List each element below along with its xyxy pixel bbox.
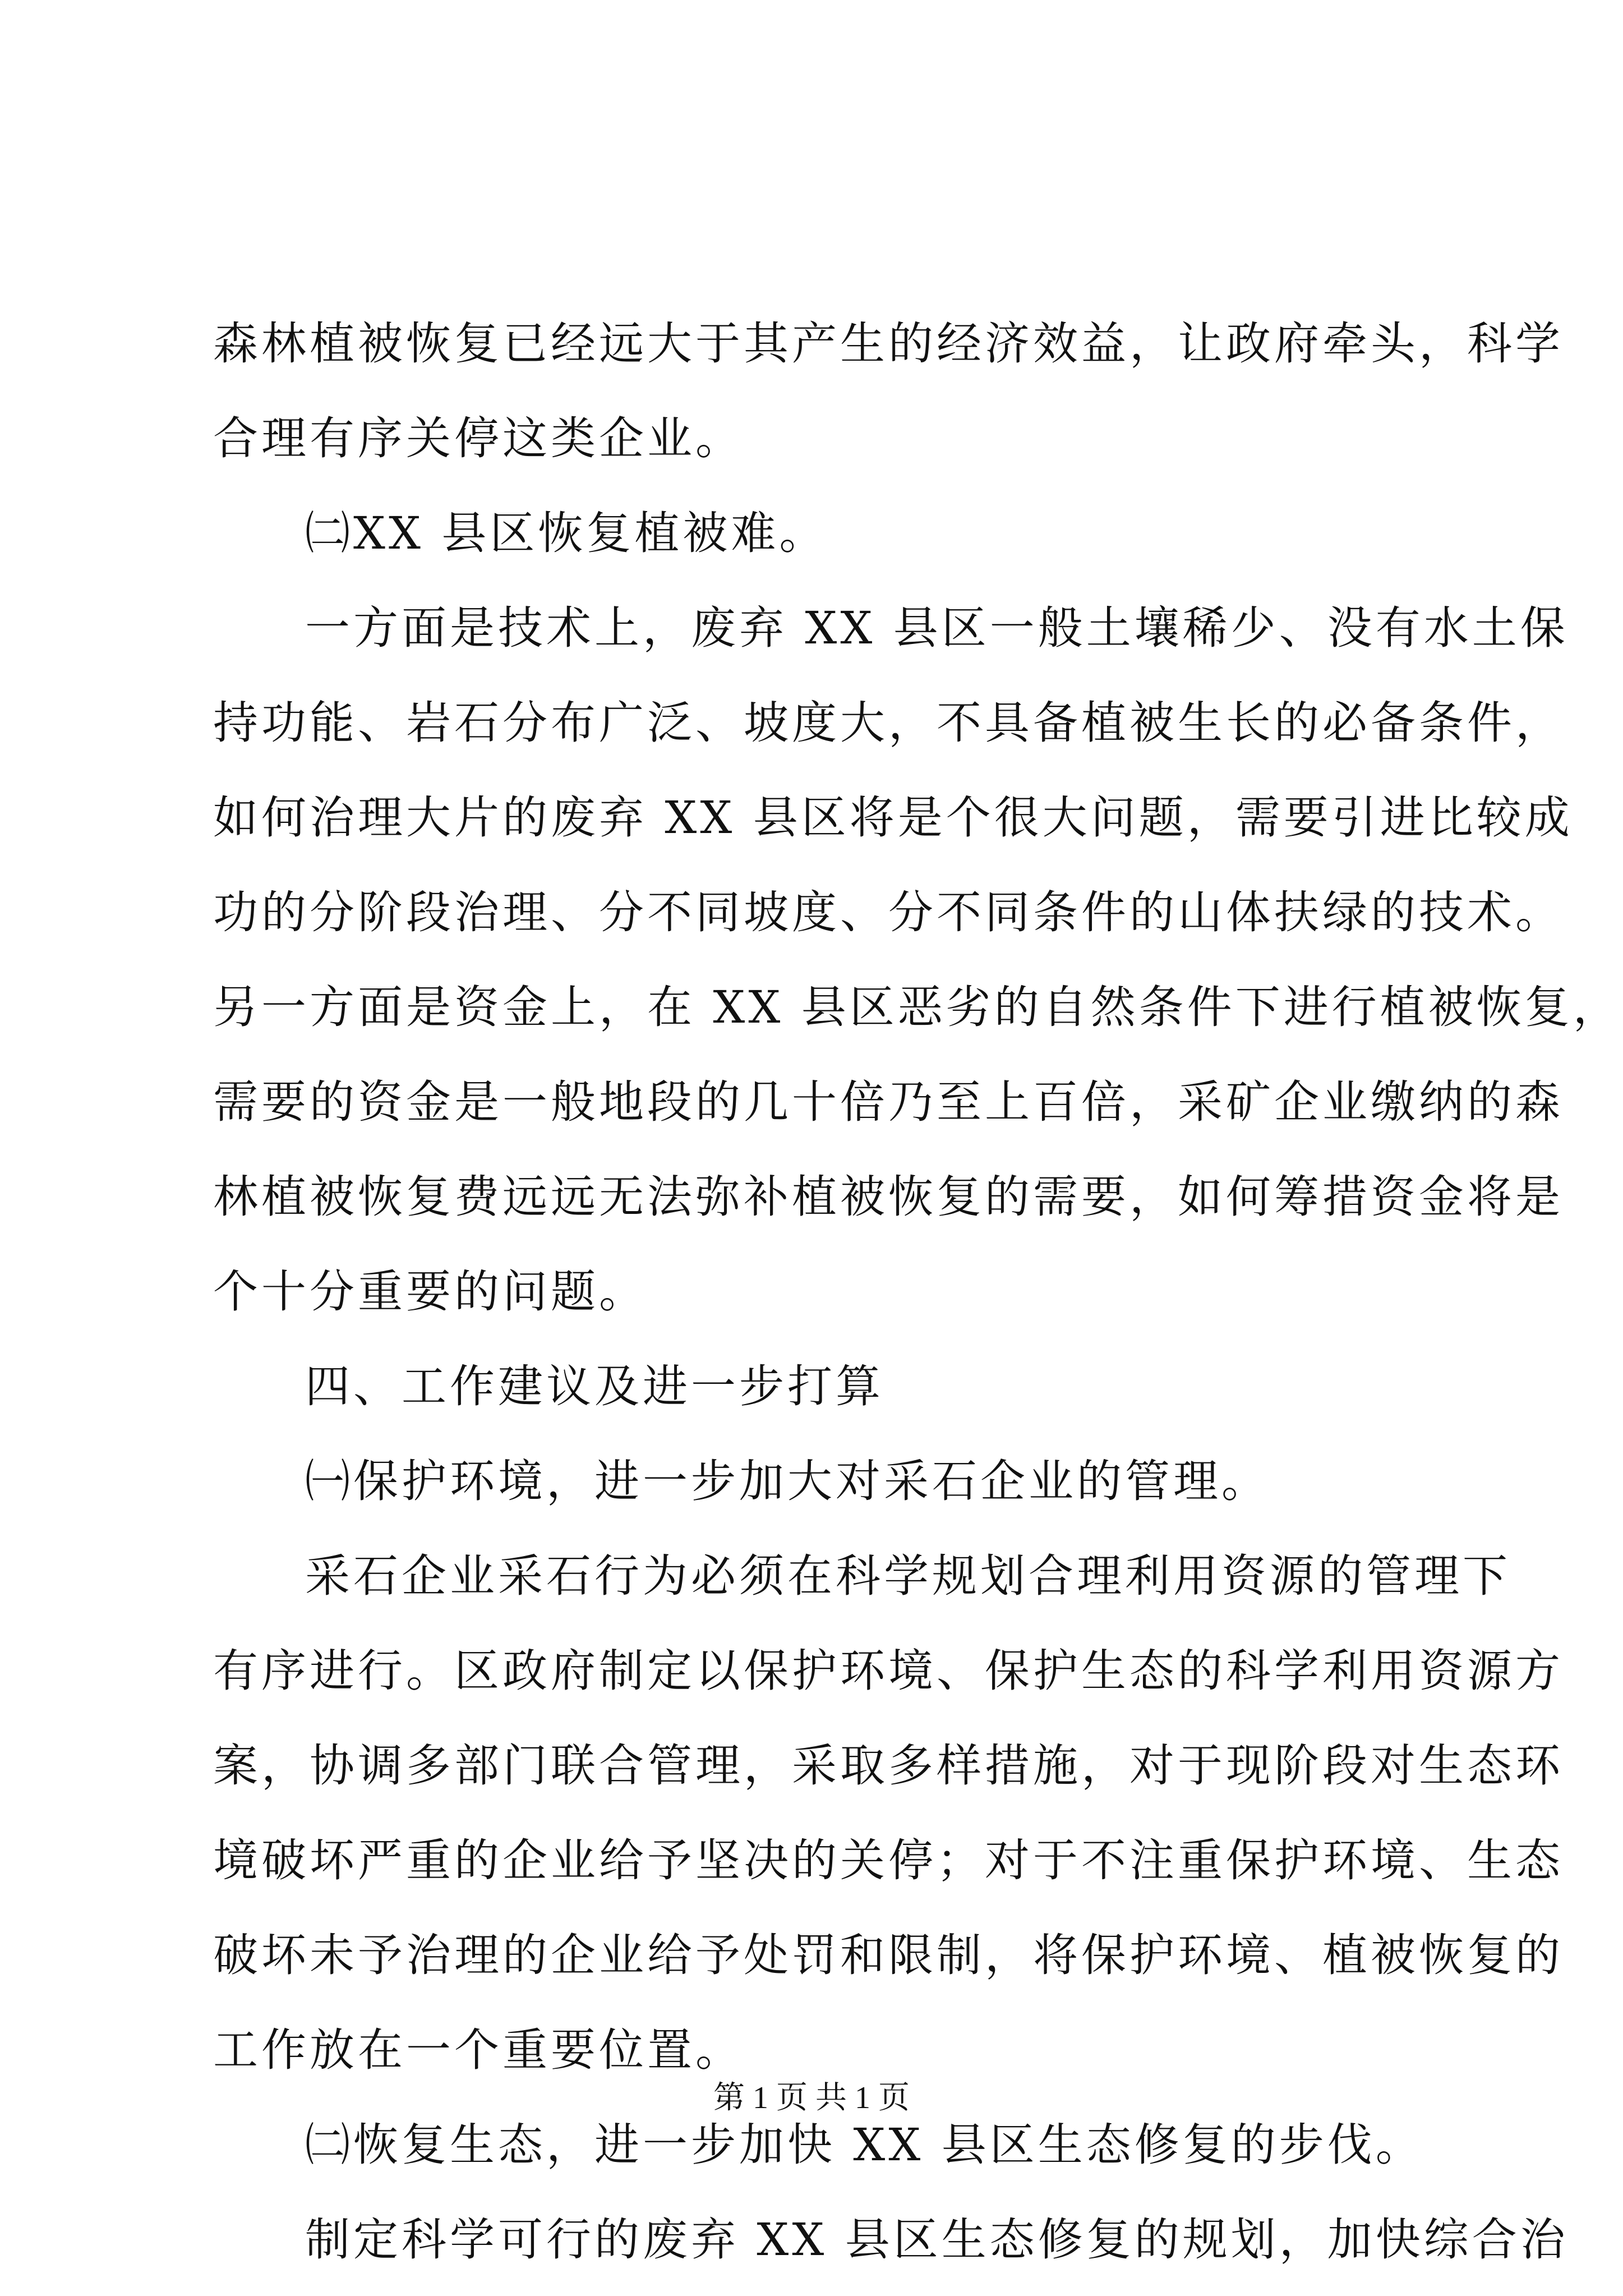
text-line: 个十分重要的问题。 (213, 1266, 647, 1318)
text-line: 一方面是技术上，废弃 XX 县区一般土壤稀少、没有水土保 (305, 602, 1569, 654)
text-line: 合理有序关停这类企业。 (213, 412, 744, 464)
chapter-heading: 四、工作建议及进一步打算 (305, 1360, 884, 1412)
text-line: 采石企业采石行为必须在科学规划合理利用资源的管理下 (305, 1550, 1511, 1602)
text-line: 工作放在一个重要位置。 (213, 2024, 744, 2076)
text-line: 案，协调多部门联合管理，采取多样措施，对于现阶段对生态环 (213, 1740, 1564, 1792)
text-line: 境破坏严重的企业给予坚决的关停；对于不注重保护环境、生态 (213, 1834, 1564, 1887)
page-number: 第 1 页 共 1 页 (713, 2081, 910, 2115)
document-body (213, 296, 1621, 2287)
section-heading: ㈡XX 县区恢复植被难。 (305, 507, 828, 559)
text-line: 功的分阶段治理、分不同坡度、分不同条件的山体扶绿的技术。 (213, 886, 1564, 938)
text-line: 制定科学可行的废弃 XX 县区生态修复的规划，加快综合治 (305, 2214, 1569, 2266)
text-line: 另一方面是资金上，在 XX 县区恶劣的自然条件下进行植被恢复， (213, 981, 1621, 1033)
text-line: 破坏未予治理的企业给予处罚和限制，将保护环境、植被恢复的 (213, 1929, 1564, 1981)
section-heading: ㈠保护环境，进一步加大对采石企业的管理。 (305, 1455, 1270, 1507)
text-line: 持功能、岩石分布广泛、坡度大，不具备植被生长的必备条件， (213, 697, 1564, 749)
text-line: 森林植被恢复已经远大于其产生的经济效益，让政府牵头，科学 (213, 318, 1564, 370)
section-heading: ㈡恢复生态，进一步加快 XX 县区生态修复的步伐。 (305, 2119, 1424, 2171)
text-line: 如何治理大片的废弃 XX 县区将是个很大问题，需要引进比较成 (213, 792, 1573, 844)
text-line: 有序进行。区政府制定以保护环境、保护生态的科学利用资源方 (213, 1645, 1564, 1697)
text-line: 林植被恢复费远远无法弥补植被恢复的需要，如何筹措资金将是 (213, 1171, 1564, 1223)
page-footer (0, 2076, 1623, 2120)
text-line: 需要的资金是一般地段的几十倍乃至上百倍，采矿企业缴纳的森 (213, 1076, 1564, 1128)
